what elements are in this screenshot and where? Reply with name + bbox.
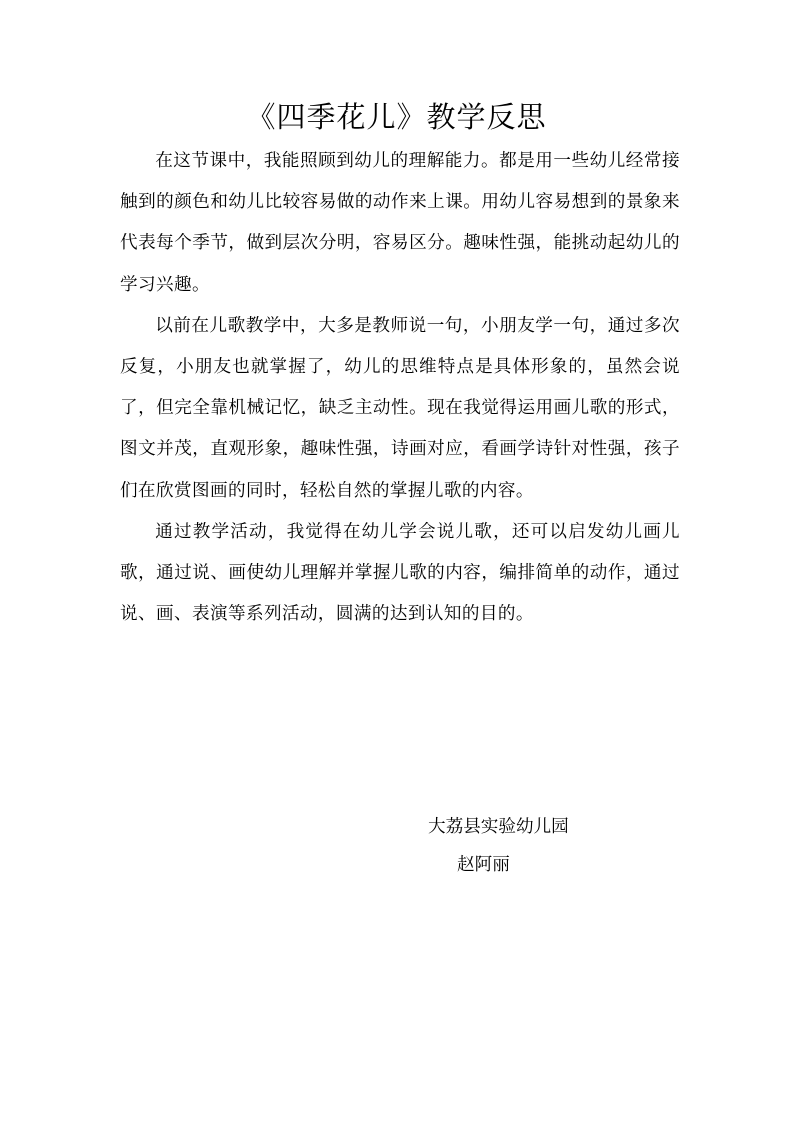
signature-author: 赵阿丽: [457, 855, 510, 875]
paragraph-1: 在这节课中，我能照顾到幼儿的理解能力。都是用一些幼儿经常接触到的颜色和幼儿比较容易做的动作来上课。用幼儿容易想到的景象来代表每个季节，做到层次分明，容易区分。趣味性强，能挑动起幼儿的学习兴趣。: [120, 151, 680, 295]
paragraph-2: 以前在儿歌教学中，大多是教师说一句，小朋友学一句，通过多次反复，小朋友也就掌握了，幼儿的思维特点是具体形象的，虽然会说了，但完全靠机械记忆，缺乏主动性。现在我觉得运用画儿歌的形式，图文并茂，直观形象，趣味性强，诗画对应，看画学诗针对性强，孩子们在欣赏图画的同时，轻松自然的掌握儿歌的内容。: [120, 315, 680, 501]
signature-block: [428, 808, 569, 884]
document-body: [120, 141, 680, 635]
document-title: 《四季花儿》教学反思: [246, 100, 547, 134]
signature-school: 大荔县实验幼儿园: [428, 817, 569, 837]
paragraph-3: 通过教学活动，我觉得在幼儿学会说儿歌，还可以启发幼儿画儿歌，通过说、画使幼儿理解并掌握儿歌的内容，编排简单的动作，通过说、画、表演等系列活动，圆满的达到认知的目的。: [120, 521, 680, 625]
